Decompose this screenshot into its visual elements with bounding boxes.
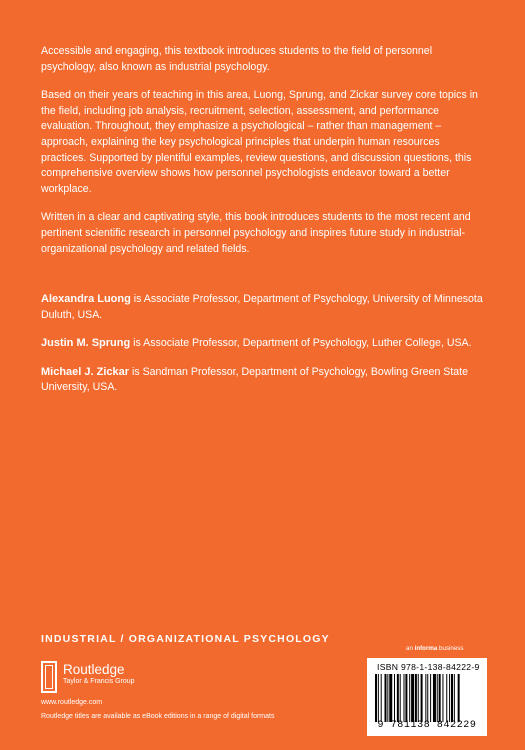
barcode-icon [375,674,479,722]
informa-prefix: an [406,645,415,652]
author-bios [41,292,486,409]
author-name: Justin M. Sprung [41,337,131,350]
isbn-label: ISBN 978-1-138-84222-9 [377,662,480,672]
author-bio [41,292,486,323]
author-name: Michael J. Zickar [41,365,130,378]
publisher-logo [41,661,135,695]
author-bio [41,336,486,352]
blurb-paragraph-1: Accessible and engaging, this textbook introduces students to the field of personnel psychology, also known as industrial psychology. [41,45,433,73]
blurb [41,44,486,270]
author-name: Alexandra Luong [41,293,131,305]
informa-brand: informa [414,645,438,652]
isbn-barcode [367,658,487,736]
author-description: is Associate Professor, Department of Psychology, Luther College, USA. [130,337,472,350]
publisher-name: Routledge [63,662,125,677]
routledge-logo-icon [41,661,57,693]
author-description: is Associate Professor, Department of Psychology, University of Minnesota Duluth, USA. [41,293,483,321]
publisher-group: Taylor & Francis Group [63,678,135,685]
publisher-website: www.routledge.com [41,699,103,706]
blurb-paragraph-3: Written in a clear and captivating style, this book introduces students to the most recent and pertinent scientific research in personnel psychology and inspires future study in industrial-organizational psychology and related fields. [41,211,471,255]
subject-category: INDUSTRIAL / ORGANIZATIONAL PSYCHOLOGY [41,633,330,645]
ebook-footnote: Routledge titles are available as eBook editions in a range of digital formats [41,713,275,720]
author-bio [41,365,486,396]
informa-tagline [406,645,463,652]
barcode-digits: 9 781138 842229 [377,720,477,731]
author-description: is Sandman Professor, Department of Psychology, Bowling Green State University, USA. [41,365,469,394]
blurb-paragraph-2: Based on their years of teaching in this area, Luong, Sprung, and Zickar survey core topics in the field, including job analysis, recruitment, selection, assessment, and performance evaluation. Throughout, they emphasize a psychological – rather than management – approach, explaining the key psychological principles that underpin human resources practices. Supported by plentiful examples, review questions, and discussion questions, this comprehensive overview shows how personnel psychologists endeavor toward a better workplace. [41,89,478,195]
informa-suffix: business [437,645,464,652]
